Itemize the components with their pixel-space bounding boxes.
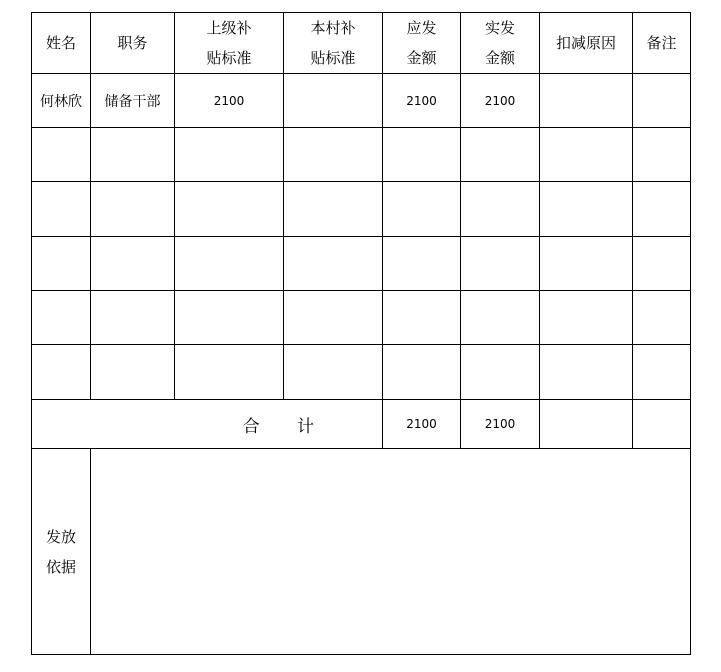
table-row-empty [32, 345, 691, 400]
table-row-empty [32, 182, 691, 237]
empty-cell [284, 182, 383, 237]
header-upper-subsidy-line2: 贴标准 [206, 49, 252, 67]
cell-village-subsidy [284, 74, 383, 128]
empty-cell [461, 291, 540, 345]
total-payable: 2100 [383, 400, 461, 449]
table-row-empty [32, 128, 691, 182]
empty-cell [461, 345, 540, 400]
empty-cell [91, 128, 175, 182]
header-payable-line1: 应发 [406, 19, 437, 37]
total-actual: 2100 [461, 400, 540, 449]
empty-cell [175, 182, 284, 237]
header-village-subsidy-line1: 本村补 [310, 19, 356, 37]
header-upper-subsidy [175, 13, 284, 74]
cell-position: 储备干部 [91, 74, 175, 128]
header-village-subsidy [284, 13, 383, 74]
empty-cell [91, 237, 175, 291]
table-row-empty [32, 291, 691, 345]
header-name: 姓名 [32, 13, 91, 74]
empty-cell [633, 182, 691, 237]
table-row [32, 74, 691, 128]
empty-cell [284, 128, 383, 182]
cell-payable: 2100 [383, 74, 461, 128]
empty-cell [633, 237, 691, 291]
empty-cell [91, 291, 175, 345]
basis-label [32, 449, 91, 655]
basis-label-line1: 发放 [45, 527, 76, 546]
header-village-subsidy-line2: 贴标准 [310, 49, 356, 67]
empty-cell [175, 291, 284, 345]
total-deduction-reason [540, 400, 633, 449]
header-actual-line2: 金额 [484, 49, 515, 67]
empty-cell [540, 237, 633, 291]
empty-cell [32, 237, 91, 291]
empty-cell [91, 182, 175, 237]
empty-cell [91, 345, 175, 400]
empty-cell [284, 237, 383, 291]
header-remarks: 备注 [633, 13, 691, 74]
empty-cell [461, 182, 540, 237]
empty-cell [540, 182, 633, 237]
header-payable [383, 13, 461, 74]
header-deduction-reason: 扣减原因 [540, 13, 633, 74]
cell-remarks [633, 74, 691, 128]
total-remarks [633, 400, 691, 449]
basis-row [32, 449, 691, 655]
empty-cell [32, 345, 91, 400]
empty-cell [383, 182, 461, 237]
cell-deduction-reason [540, 74, 633, 128]
empty-cell [383, 237, 461, 291]
cell-actual: 2100 [461, 74, 540, 128]
header-row [32, 13, 691, 74]
cell-name: 何林欣 [32, 74, 91, 128]
header-actual-line1: 实发 [484, 19, 515, 37]
empty-cell [175, 237, 284, 291]
empty-cell [461, 128, 540, 182]
empty-cell [32, 128, 91, 182]
empty-cell [540, 128, 633, 182]
basis-content [91, 449, 691, 655]
empty-cell [461, 237, 540, 291]
basis-label-line2: 依据 [45, 557, 76, 576]
table-row-empty [32, 237, 691, 291]
header-upper-subsidy-line1: 上级补 [206, 19, 252, 37]
empty-cell [633, 291, 691, 345]
empty-cell [32, 182, 91, 237]
empty-cell [175, 345, 284, 400]
empty-cell [383, 345, 461, 400]
empty-cell [540, 291, 633, 345]
empty-cell [383, 128, 461, 182]
empty-cell [284, 345, 383, 400]
empty-cell [540, 345, 633, 400]
empty-cell [284, 291, 383, 345]
empty-cell [633, 345, 691, 400]
empty-cell [633, 128, 691, 182]
subsidy-payment-table [31, 12, 691, 655]
total-row [32, 400, 691, 449]
empty-cell [383, 291, 461, 345]
empty-cell [32, 291, 91, 345]
header-position: 职务 [91, 13, 175, 74]
total-label: 合 计 [32, 400, 383, 449]
header-payable-line2: 金额 [406, 49, 437, 67]
cell-upper-subsidy: 2100 [175, 74, 284, 128]
empty-cell [175, 128, 284, 182]
header-actual [461, 13, 540, 74]
